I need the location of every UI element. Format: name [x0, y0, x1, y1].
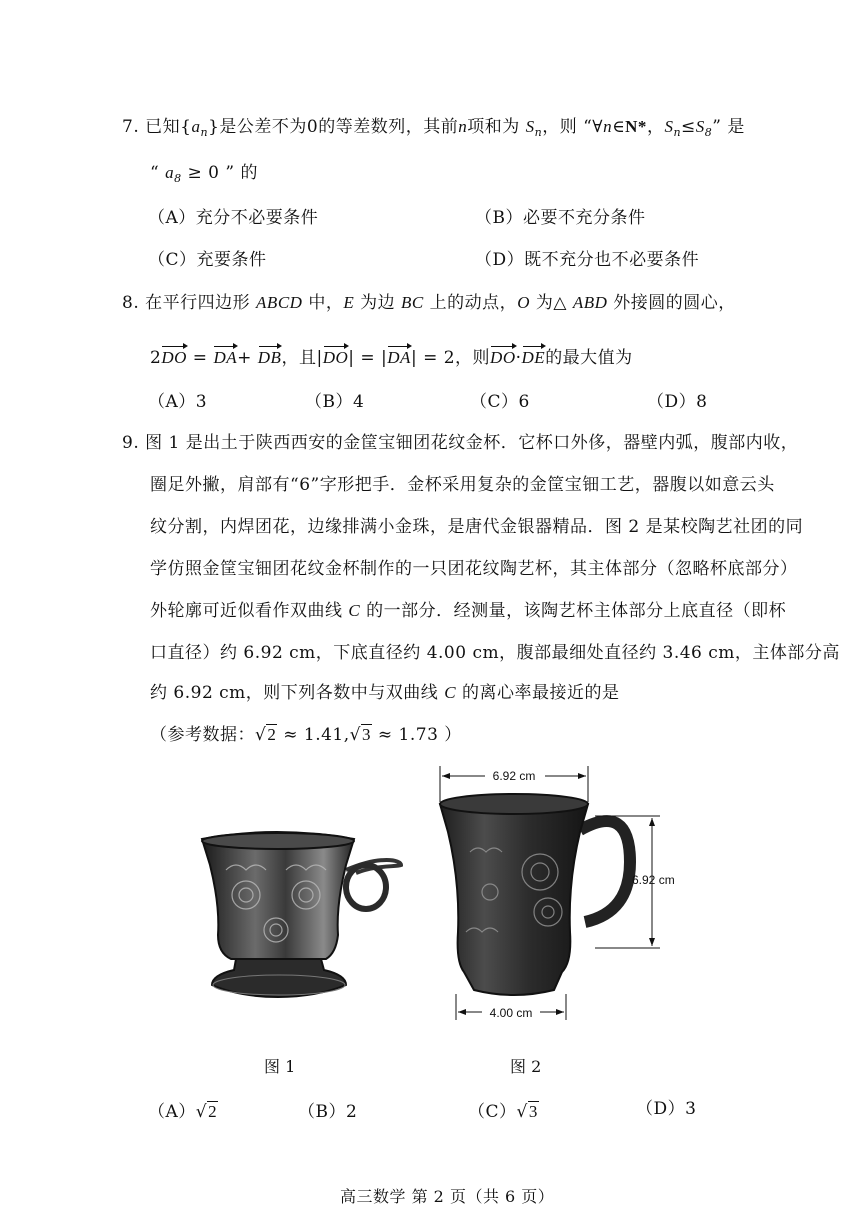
figure-1-caption: 图 1 — [264, 1057, 296, 1076]
q7-option-d[interactable]: （D）既不充分也不必要条件 — [475, 250, 700, 270]
q8-option-c[interactable]: （C）6 — [470, 392, 530, 412]
dim-right-label: 6.92 cm — [632, 873, 675, 887]
sqrt-3: √3 — [349, 725, 371, 745]
q9-option-d[interactable]: （D）3 — [636, 1099, 697, 1119]
q7-stem-line1: 7. 已知$\{a_n\}$是公差不为0的等差数列，其前n项和为 $S_n$，则 “∀n∈N*，$S_n\le S_8$” 是 — [122, 117, 745, 139]
figure-2-ceramic-cup — [430, 762, 695, 1027]
q8-number: 8. — [122, 293, 140, 313]
figure-1-gold-cup — [196, 825, 411, 1003]
dim-top-label: 6.92 cm — [492, 769, 536, 783]
q7-stem-line2: “ $a_8 \ge 0$ ” 的 — [150, 163, 258, 185]
q7-number: 7. — [122, 117, 140, 137]
dim-bottom-label: 4.00 cm — [489, 1006, 533, 1020]
sqrt-3-option: √3 — [516, 1102, 538, 1122]
q9-stem-line5: 外轮廓可近似看作双曲线 C 的一部分．经测量，该陶艺杯主体部分上底直径（即杯 — [150, 601, 787, 621]
q8-stem-line2: 2DO = DA+ DB，且|DO| = |DA| = 2，则DO·DE的最大值为 — [150, 348, 633, 368]
page-footer: 高三数学 第 2 页（共 6 页） — [340, 1187, 555, 1206]
q9-option-c[interactable]: （C）√3 — [468, 1102, 538, 1122]
q9-stem-line6: 口直径）约 6.92 cm，下底直径约 4.00 cm，腹部最细处直径约 3.46 cm，主体部分高 — [150, 643, 840, 663]
q9-reference-data: （参考数据：√2 ≈ 1.41,√3 ≈ 1.73 ） — [150, 725, 462, 745]
q9-stem-line4: 学仿照金筐宝钿团花纹金杯制作的一只团花纹陶艺杯，其主体部分（忽略杯底部分） — [150, 559, 798, 579]
q7-option-a[interactable]: （A）充分不必要条件 — [148, 208, 319, 228]
q8-stem-line1: 8. 在平行四边形 ABCD 中，E 为边 BC 上的动点，O 为△ ABD 外接圆的圆心， — [122, 293, 736, 313]
sqrt-2-option: √2 — [195, 1102, 218, 1122]
q9-stem-line3: 纹分割，内焊团花，边缘排满小金珠，是唐代金银器精品．图 2 是某校陶艺社团的同 — [150, 517, 804, 537]
q9-stem-line7: 约 6.92 cm，则下列各数中与双曲线 C 的离心率最接近的是 — [150, 683, 620, 703]
q9-option-a[interactable]: （A）√2 — [148, 1102, 218, 1122]
q8-option-a[interactable]: （A）3 — [148, 392, 208, 412]
q9-number: 9. — [122, 433, 140, 453]
q8-option-d[interactable]: （D）8 — [647, 392, 708, 412]
figure-2-caption: 图 2 — [510, 1057, 542, 1076]
q7-option-c[interactable]: （C）充要条件 — [148, 250, 267, 270]
q9-option-b[interactable]: （B）2 — [298, 1102, 358, 1122]
q9-stem-line1: 9. 图 1 是出土于陕西西安的金筐宝钿团花纹金杯．它杯口外侈，器壁内弧，腹部内收， — [122, 433, 799, 453]
sqrt-2: √2 — [255, 725, 277, 745]
q9-stem-line2: 圈足外撇，肩部有“6”字形把手．金杯采用复杂的金筐宝钿工艺，器腹以如意云头 — [150, 475, 775, 495]
q7-option-b[interactable]: （B）必要不充分条件 — [475, 208, 646, 228]
q8-option-b[interactable]: （B）4 — [305, 392, 365, 412]
